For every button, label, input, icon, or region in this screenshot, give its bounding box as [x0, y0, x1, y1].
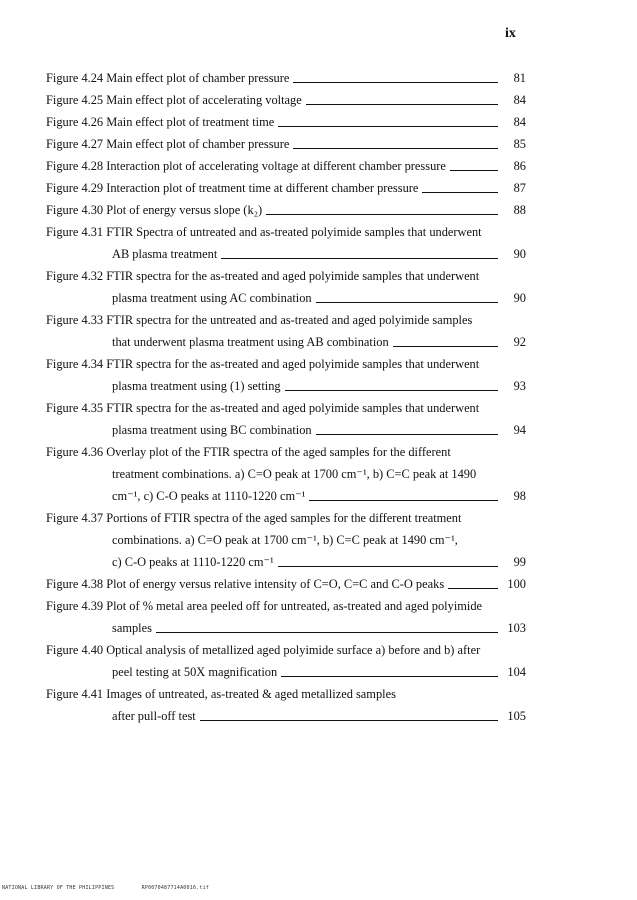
- toc-entry-line: [46, 551, 526, 573]
- leader-line: [293, 148, 498, 149]
- footer-file-id: RP0070487714A0016.tif: [141, 885, 209, 891]
- leader-line: [422, 192, 498, 193]
- entry-page-number: 94: [513, 423, 526, 437]
- toc-entry: [46, 639, 526, 683]
- entry-text: samples: [112, 621, 152, 635]
- toc-entry-line: [46, 661, 526, 683]
- entry-text: after pull-off test: [112, 709, 196, 723]
- toc-entry-line: [46, 177, 526, 199]
- toc-entry-line: [46, 617, 526, 639]
- entry-text: Figure 4.28 Interaction plot of accelerating voltage at different chamber pressure: [46, 159, 446, 173]
- toc-entry-line: [46, 199, 526, 221]
- toc-entry-line: [46, 507, 526, 529]
- leader-line: [309, 500, 498, 501]
- toc-entry-line: [46, 463, 526, 485]
- list-of-figures: [46, 67, 526, 727]
- entry-page-number: 100: [507, 577, 526, 591]
- footer-library: NATIONAL LIBRARY OF THE PHILIPPINES: [2, 885, 115, 891]
- leader-line: [306, 104, 498, 105]
- toc-entry: [46, 265, 526, 309]
- entry-page-number: 84: [513, 93, 526, 107]
- toc-entry-line: [46, 419, 526, 441]
- entry-text: c) C-O peaks at 1110-1220 cm⁻¹: [112, 555, 274, 569]
- entry-text: Figure 4.24 Main effect plot of chamber pressure: [46, 71, 290, 85]
- entry-page-number: 98: [513, 489, 526, 503]
- toc-entry-line: [46, 397, 526, 419]
- toc-entry-line: [46, 221, 526, 243]
- entry-text: Figure 4.37 Portions of FTIR spectra of the aged samples for the different treatment: [46, 511, 462, 525]
- entry-text: plasma treatment using BC combination: [112, 423, 312, 437]
- toc-entry-line: [46, 243, 526, 265]
- toc-entry: [46, 441, 526, 507]
- toc-entry-line: [46, 705, 526, 727]
- leader-line: [266, 214, 498, 215]
- toc-entry: [46, 309, 526, 353]
- entry-text: Figure 4.36 Overlay plot of the FTIR spectra of the aged samples for the different: [46, 445, 451, 459]
- entry-text: combinations. a) C=O peak at 1700 cm⁻¹, b) C=C peak at 1490 cm⁻¹,: [112, 533, 458, 547]
- entry-text: Figure 4.38 Plot of energy versus relative intensity of C=O, C=C and C-O peaks: [46, 577, 445, 591]
- leader-line: [450, 170, 498, 171]
- entry-text: Figure 4.26 Main effect plot of treatment time: [46, 115, 275, 129]
- leader-line: [278, 566, 498, 567]
- toc-entry-line: [46, 441, 526, 463]
- leader-line: [278, 126, 498, 127]
- entry-page-number: 90: [513, 247, 526, 261]
- leader-line: [393, 346, 498, 347]
- toc-entry-line: [46, 265, 526, 287]
- toc-entry: [46, 507, 526, 573]
- entry-page-number: 81: [513, 71, 526, 85]
- entry-text: Figure 4.25 Main effect plot of accelerating voltage: [46, 93, 302, 107]
- entry-text: Figure 4.33 FTIR spectra for the untreated and as-treated and aged polyimide samples: [46, 313, 473, 327]
- entry-page-number: 104: [507, 665, 526, 679]
- toc-entry-line: [46, 485, 526, 507]
- toc-entry-line: [46, 155, 526, 177]
- entry-text: peel testing at 50X magnification: [112, 665, 278, 679]
- leader-line: [316, 434, 498, 435]
- entry-page-number: 84: [513, 115, 526, 129]
- leader-line: [200, 720, 498, 721]
- entry-page-number: 85: [513, 137, 526, 151]
- entry-text: plasma treatment using AC combination: [112, 291, 312, 305]
- leader-line: [221, 258, 498, 259]
- scan-footer: [2, 885, 233, 891]
- entry-page-number: 88: [513, 203, 526, 217]
- toc-entry: [46, 89, 526, 111]
- entry-text: cm⁻¹, c) C-O peaks at 1110-1220 cm⁻¹: [112, 489, 306, 503]
- toc-entry: [46, 353, 526, 397]
- toc-entry-line: [46, 133, 526, 155]
- toc-entry-line: [46, 683, 526, 705]
- entry-page-number: 99: [513, 555, 526, 569]
- leader-line: [316, 302, 498, 303]
- entry-text: Figure 4.39 Plot of % metal area peeled off for untreated, as-treated and aged polyimide: [46, 599, 483, 613]
- entry-page-number: 105: [507, 709, 526, 723]
- entry-page-number: 86: [513, 159, 526, 173]
- toc-entry-line: [46, 639, 526, 661]
- toc-entry-line: [46, 89, 526, 111]
- toc-entry-line: [46, 353, 526, 375]
- toc-entry: [46, 221, 526, 265]
- entry-text: Figure 4.40 Optical analysis of metallized aged polyimide surface a) before and b) after: [46, 643, 481, 657]
- leader-line: [156, 632, 498, 633]
- entry-page-number: 93: [513, 379, 526, 393]
- toc-entry: [46, 177, 526, 199]
- page-number: ix: [505, 26, 516, 41]
- entry-text: Figure 4.41 Images of untreated, as-treated & aged metallized samples: [46, 687, 396, 701]
- toc-entry: [46, 133, 526, 155]
- toc-entry-line: [46, 309, 526, 331]
- entry-text: AB plasma treatment: [112, 247, 218, 261]
- entry-text: Figure 4.27 Main effect plot of chamber pressure: [46, 137, 290, 151]
- entry-text: treatment combinations. a) C=O peak at 1700 cm⁻¹, b) C=C peak at 1490: [112, 467, 477, 481]
- entry-text: Figure 4.35 FTIR spectra for the as-treated and aged polyimide samples that underwent: [46, 401, 480, 415]
- entry-text: that underwent plasma treatment using AB combination: [112, 335, 389, 349]
- toc-entry-line: [46, 331, 526, 353]
- toc-entry-line: [46, 595, 526, 617]
- leader-line: [293, 82, 498, 83]
- toc-entry-line: [46, 375, 526, 397]
- entry-text: Figure 4.30 Plot of energy versus slope (k₂): [46, 203, 263, 217]
- leader-line: [285, 390, 498, 391]
- toc-entry: [46, 155, 526, 177]
- entry-text: Figure 4.29 Interaction plot of treatment time at different chamber pressure: [46, 181, 419, 195]
- leader-line: [281, 676, 498, 677]
- toc-entry: [46, 111, 526, 133]
- toc-entry: [46, 67, 526, 89]
- toc-entry: [46, 683, 526, 727]
- toc-entry: [46, 595, 526, 639]
- toc-entry: [46, 397, 526, 441]
- toc-entry-line: [46, 111, 526, 133]
- toc-entry-line: [46, 573, 526, 595]
- toc-entry-line: [46, 287, 526, 309]
- entry-page-number: 90: [513, 291, 526, 305]
- entry-text: Figure 4.31 FTIR Spectra of untreated and as-treated polyimide samples that underwent: [46, 225, 482, 239]
- toc-entry-line: [46, 67, 526, 89]
- entry-text: Figure 4.34 FTIR spectra for the as-treated and aged polyimide samples that underwent: [46, 357, 480, 371]
- leader-line: [448, 588, 498, 589]
- toc-entry: [46, 573, 526, 595]
- entry-text: plasma treatment using (1) setting: [112, 379, 281, 393]
- entry-page-number: 92: [513, 335, 526, 349]
- entry-page-number: 87: [513, 181, 526, 195]
- toc-entry-line: [46, 529, 526, 551]
- entry-text: Figure 4.32 FTIR spectra for the as-treated and aged polyimide samples that underwent: [46, 269, 480, 283]
- toc-entry: [46, 199, 526, 221]
- entry-page-number: 103: [507, 621, 526, 635]
